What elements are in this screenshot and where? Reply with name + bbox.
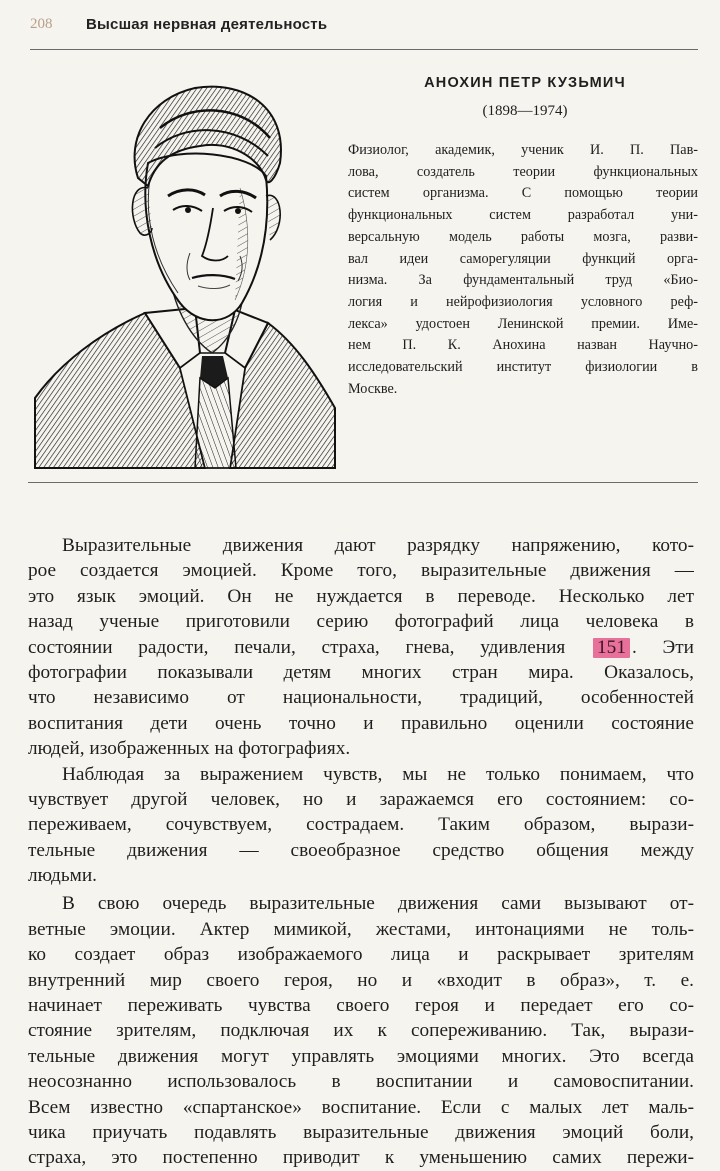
running-header (30, 16, 700, 46)
text-line: неосознанно использовалось в воспитании и самовоспитании. (28, 1071, 694, 1093)
text-fragment: состоянии радости, печали, страха, гнева, удивления (28, 636, 566, 658)
bio-line: функциональных систем разработал уни- (348, 207, 698, 224)
text-line: переживаем, сочувствуем, сострадаем. Таким образом, вырази- (28, 814, 694, 836)
bio-line: Физиолог, академик, ученик И. П. Пав- (348, 142, 698, 158)
text-line: тельные движения могут управлять эмоциями многих. Это всегда (28, 1045, 694, 1067)
text-line: воспитания дети очень точно и правильно оценили состояние (28, 712, 694, 734)
text-line: внутренний мир своего героя, но и «входит в образ», т. е. (28, 969, 694, 991)
text-line: людей, изображенных на фотографиях. (28, 738, 351, 760)
bio-years: (1898—1974) (482, 103, 568, 119)
text-line: назад ученые приготовили серию фотографий лица человека в (28, 611, 694, 633)
bio-line: Москве. (348, 380, 398, 397)
bio-line: систем организма. С помощью теории (348, 185, 698, 202)
header-rule (30, 49, 698, 50)
text-line: ветные эмоции. Актер мимикой, жестами, интонациями не толь- (28, 918, 694, 940)
text-line: Наблюдая за выражением чувств, мы не только понимаем, что (62, 763, 694, 785)
text-line-with-figure-ref (28, 635, 694, 660)
text-line: страха, это постепенно приводит к уменьшению самих пережи- (28, 1147, 694, 1169)
bio-line: лова, создатель теории функциональных (348, 163, 698, 180)
portrait-illustration (30, 68, 340, 473)
running-title: Высшая нервная деятельность (86, 16, 328, 33)
text-line: чика приучать подавлять выразительные движения эмоций боли, (28, 1121, 694, 1143)
bio-line: вал идеи саморегуляции функций орга- (348, 250, 698, 267)
body-text (28, 533, 694, 1171)
text-line: что независимо от национальности, традиций, особенностей (28, 687, 694, 709)
bio-line: лекса» удостоен Ленинской премии. Име- (348, 315, 698, 332)
bio-line: версальную модель работы мозга, разви- (348, 228, 698, 245)
text-line: стояние зрителям, подключая их к сопереживанию. Так, вырази- (28, 1020, 694, 1042)
bio-line: исследовательский институт физиологии в (348, 359, 698, 376)
text-line: рое создается эмоцией. Кроме того, выразительные движения — (28, 560, 694, 582)
bio-text (348, 140, 698, 400)
text-fragment: . Эти (631, 636, 694, 658)
figure-reference-link[interactable]: 151 (593, 638, 630, 658)
text-line: Всем известно «спартанское» воспитание. Если с малых лет маль- (28, 1096, 694, 1118)
text-line: ко создает образ изображаемого лица и раскрывает зрителям (28, 944, 694, 966)
page-number: 208 (30, 16, 53, 32)
bio-name: АНОХИН ПЕТР КУЗЬМИЧ (424, 75, 626, 91)
section-rule (28, 482, 698, 483)
text-line: тельные движения — своеобразное средство общения между (28, 839, 694, 861)
text-line: В свою очередь выразительные движения сами вызывают от- (62, 893, 694, 915)
text-line: фотографии показывали детям многих стран мира. Оказалось, (28, 661, 694, 683)
bio-line: низма. За фундаментальный труд «Био- (348, 272, 698, 289)
text-line: чувствует другой человек, но и заражаемся его состоянием: со- (28, 788, 694, 810)
bio-line: логия и нейрофизиология условного реф- (348, 293, 698, 310)
text-line: начинает переживать чувства своего героя и передает его со- (28, 995, 694, 1017)
text-line: Выразительные движения дают разрядку напряжению, кото- (62, 535, 694, 556)
text-line: людьми. (28, 865, 97, 887)
bio-line: нем П. К. Анохина назван Научно- (348, 337, 698, 354)
text-line: это язык эмоций. Он не нуждается в переводе. Несколько лет (28, 585, 694, 607)
